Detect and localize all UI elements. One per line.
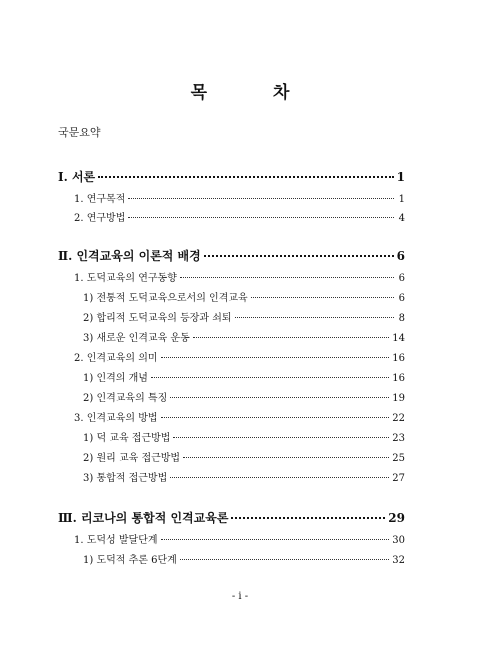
toc-label: 3. 인격교육의 방법 xyxy=(74,413,158,424)
toc-leader xyxy=(161,417,390,418)
toc-page-number: 30 xyxy=(392,535,405,546)
toc-leader xyxy=(231,517,385,519)
toc-page-number: 1 xyxy=(396,170,405,184)
toc-subsection-2-2-1[interactable] xyxy=(83,369,405,384)
toc-leader xyxy=(170,477,389,478)
toc-subsection-2-3-3[interactable] xyxy=(83,469,405,484)
toc-page-number: 19 xyxy=(392,393,405,404)
toc-leader xyxy=(204,255,394,257)
toc-label: 3) 새로운 인격교육 운동 xyxy=(83,333,190,344)
toc-page-number: 6 xyxy=(398,293,405,304)
toc-section-2-3[interactable] xyxy=(74,409,405,424)
toc-leader xyxy=(161,357,390,358)
toc-label: 1) 인격의 개념 xyxy=(83,373,148,384)
toc-section-3-1[interactable] xyxy=(74,531,405,546)
toc-page-number: 16 xyxy=(392,373,405,384)
toc-page-number: 8 xyxy=(398,313,405,324)
toc-label: Ⅱ. 인격교육의 이론적 배경 xyxy=(58,249,201,263)
toc-label: 2) 합리적 도덕교육의 등장과 쇠퇴 xyxy=(83,313,232,324)
toc-page-number: 22 xyxy=(392,413,405,424)
toc-page-number: 16 xyxy=(392,353,405,364)
toc-section-2-1[interactable] xyxy=(74,269,405,284)
toc-subsection-2-1-3[interactable] xyxy=(83,329,405,344)
toc-label: 3) 통합적 접근방법 xyxy=(83,473,168,484)
toc-label: 2. 인격교육의 의미 xyxy=(74,353,158,364)
toc-label: 1. 도덕교육의 연구동향 xyxy=(74,273,177,284)
toc-leader xyxy=(251,297,394,298)
toc-leader xyxy=(128,217,394,218)
toc-label: 1. 도덕성 발달단계 xyxy=(74,535,158,546)
toc-leader xyxy=(193,337,390,338)
toc-page-number: 14 xyxy=(392,333,405,344)
toc-leader xyxy=(128,198,394,199)
toc-label: Ⅲ. 리코나의 통합적 인격교육론 xyxy=(58,511,229,525)
toc-page-number: 23 xyxy=(392,433,405,444)
page-title: 목 차 xyxy=(190,83,320,103)
toc-leader xyxy=(170,397,389,398)
abstract-entry[interactable]: 국문요약 xyxy=(58,126,101,139)
toc-leader xyxy=(180,277,394,278)
toc-chapter-1[interactable] xyxy=(58,168,405,185)
toc-subsection-3-1-1[interactable] xyxy=(83,551,405,566)
toc-label: 2) 인격교육의 특징 xyxy=(83,393,168,404)
toc-subsection-2-3-1[interactable] xyxy=(83,429,405,444)
toc-page-number: 25 xyxy=(392,453,405,464)
toc-leader xyxy=(235,317,394,318)
toc-label: 2. 연구방법 xyxy=(74,213,126,224)
toc-leader xyxy=(180,559,389,560)
toc-subsection-2-2-2[interactable] xyxy=(83,389,405,404)
toc-page-number: 6 xyxy=(398,273,405,284)
toc-leader xyxy=(183,457,389,458)
toc-chapter-3[interactable] xyxy=(58,509,405,526)
toc-chapter-2[interactable] xyxy=(58,247,405,264)
toc-section-2-2[interactable] xyxy=(74,349,405,364)
toc-label: Ⅰ. 서론 xyxy=(58,170,96,184)
toc-page-number: 32 xyxy=(392,555,405,566)
toc-section-1-1[interactable] xyxy=(74,190,405,205)
toc-page-number: 1 xyxy=(398,194,405,205)
toc-leader xyxy=(98,176,393,178)
toc-leader xyxy=(161,539,390,540)
toc-subsection-2-3-2[interactable] xyxy=(83,449,405,464)
toc-page-number: 4 xyxy=(398,213,405,224)
toc-label: 1) 전통적 도덕교육으로서의 인격교육 xyxy=(83,293,248,304)
page-footer-number: - i - xyxy=(231,591,249,602)
toc-section-1-2[interactable] xyxy=(74,209,405,224)
toc-subsection-2-1-1[interactable] xyxy=(83,289,405,304)
toc-label: 2) 원리 교육 접근방법 xyxy=(83,453,181,464)
toc-label: 1) 도덕적 추론 6단계 xyxy=(83,555,177,566)
toc-label: 1) 덕 교육 접근방법 xyxy=(83,433,171,444)
toc-subsection-2-1-2[interactable] xyxy=(83,309,405,324)
toc-page-number: 6 xyxy=(396,249,405,263)
toc-page-number: 29 xyxy=(388,511,405,525)
toc-leader xyxy=(151,377,389,378)
toc-leader xyxy=(173,437,389,438)
toc-label: 1. 연구목적 xyxy=(74,194,126,205)
toc-page-number: 27 xyxy=(392,473,405,484)
